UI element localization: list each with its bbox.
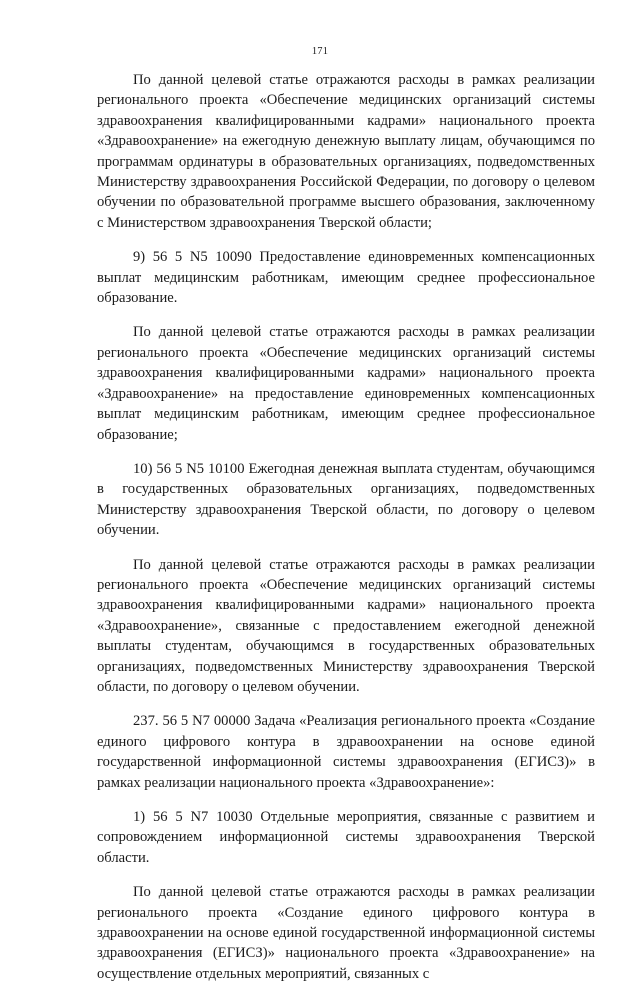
- paragraph-item-9: 9) 56 5 N5 10090 Предоставление единовременных компенсационных выплат медицинским работникам, имеющим среднее профессиональное образование.: [97, 249, 595, 307]
- paragraph-task-237: 237. 56 5 N7 00000 Задача «Реализация регионального проекта «Создание единого цифрового контура в здравоохранении на основе единой государственной информационной системы здравоохранения (ЕГИСЗ)» в рамках реализации национального проекта «Здравоохранение»:: [97, 713, 595, 791]
- paragraph-expenses-compensation: По данной целевой статье отражаются расходы в рамках реализации регионального проекта «Обеспечение медицинских организаций системы здравоохранения квалифицированными кадрами» национального проекта «Здравоохранение» на предоставление единовременных компенсационных выплат медицинским работникам, имеющим среднее профессиональное образование;: [97, 324, 595, 443]
- paragraph-expenses-egisz: По данной целевой статье отражаются расходы в рамках реализации регионального проекта «Создание единого цифрового контура в здравоохранении на основе единой государственной информационной системы здравоохранения (ЕГИСЗ)» национального проекта «Здравоохранение» на осуществление отдельных мероприятий, связанных с: [97, 884, 595, 982]
- paragraph-expenses-students: По данной целевой статье отражаются расходы в рамках реализации регионального проекта «Обеспечение медицинских организаций системы здравоохранения квалифицированными кадрами» национального проекта «Здравоохранение», связанные с предоставлением ежегодной денежной выплаты студентам, обучающимся в государственных образовательных организациях, подведомственных Министерству здравоохранения Тверской области, по договору о целевом обучении.: [97, 556, 595, 695]
- paragraph-item-10: 10) 56 5 N5 10100 Ежегодная денежная выплата студентам, обучающимся в государственных образовательных организациях, подведомственных Министерству здравоохранения Тверской области, по договору о целевом обучении.: [97, 460, 595, 539]
- paragraph-expenses-residency: По данной целевой статье отражаются расходы в рамках реализации регионального проекта «Обеспечение медицинских организаций системы здравоохранения квалифицированными кадрами» национального проекта «Здравоохранение» на ежегодную денежную выплату лицам, обучающимся по программам ординатуры в образовательных организациях, подведомственных Министерству здравоохранения Российской Федерации, по договору о целевом обучении по образовательной программе высшего образования, заключенному с Министерством здравоохранения Тверской области;: [97, 72, 595, 231]
- paragraph-item-1: 1) 56 5 N7 10030 Отдельные мероприятия, связанные с развитием и сопровождением информационной системы здравоохранения Тверской области.: [97, 809, 595, 866]
- document-body: [97, 70, 595, 984]
- page-number: 171: [311, 46, 329, 57]
